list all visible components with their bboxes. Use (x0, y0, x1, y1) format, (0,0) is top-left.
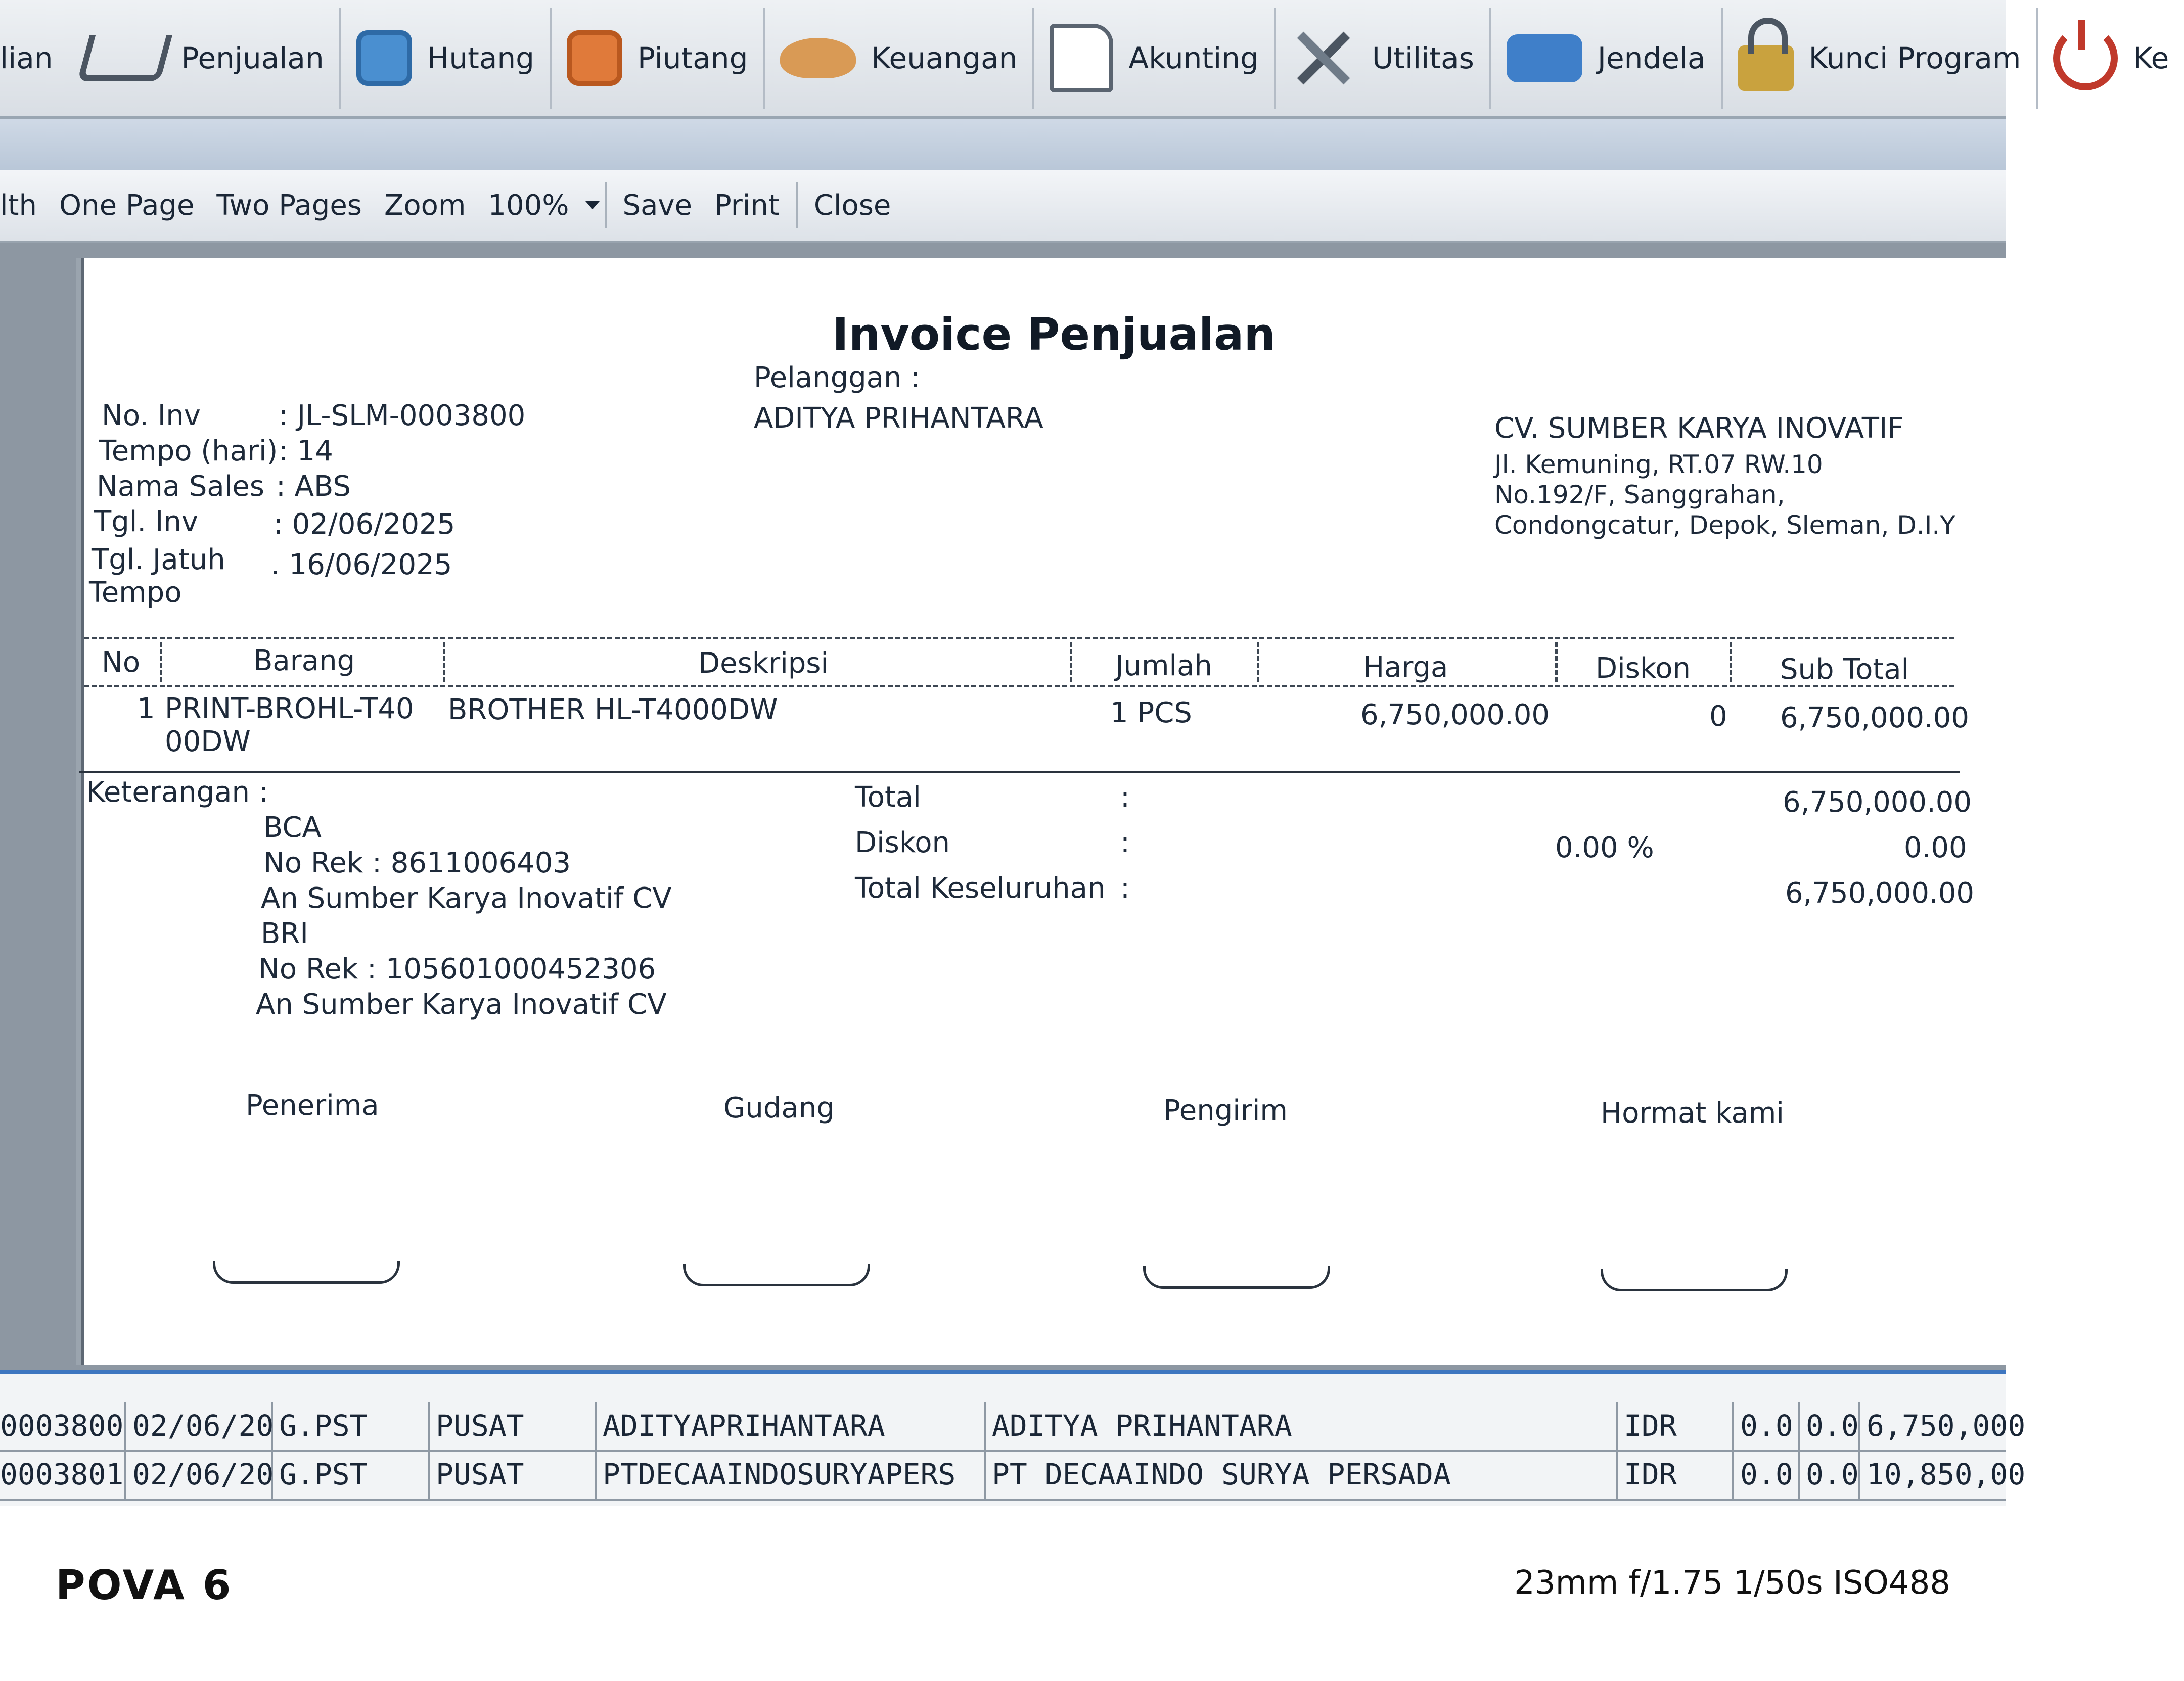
menu-item-akunting[interactable] (1034, 8, 1276, 109)
table-bottom-border (79, 771, 1960, 773)
cell-customer-code: PTDECAAINDOSURYAPERS (597, 1450, 986, 1499)
menu-item-keuangan[interactable] (765, 8, 1034, 109)
total-colon: : (1120, 781, 1130, 814)
tgl-inv-label: Tgl. Inv (94, 505, 199, 538)
menu-label: Hutang (427, 41, 534, 75)
row-no: 1 (137, 692, 155, 725)
menu-item-kunci-program[interactable] (1723, 8, 2038, 109)
company-address-3: Condongcatur, Depok, Sleman, D.I.Y (1494, 510, 1955, 540)
two-pages-button[interactable]: Two Pages (216, 189, 362, 222)
chevron-down-icon (585, 201, 600, 209)
notes-line: No Rek : 8611006403 (263, 847, 571, 879)
preview-toolbar (0, 170, 2006, 243)
cell-date: 02/06/20 (126, 1402, 273, 1450)
header-diskon: Diskon (1596, 652, 1691, 685)
discount-colon: : (1120, 826, 1130, 859)
menu-label: Ke (2133, 41, 2169, 75)
menu-label: Keuangan (871, 41, 1018, 75)
menu-label: Akunting (1128, 41, 1259, 75)
header-jumlah: Jumlah (1115, 649, 1212, 682)
page-width-button[interactable]: lth (0, 189, 37, 222)
cell-tax: 0.0 (1800, 1402, 1860, 1450)
row-harga: 6,750,000.00 (1360, 698, 1550, 731)
menu-label: Kunci Program (1808, 41, 2021, 75)
one-page-button[interactable]: One Page (59, 189, 195, 222)
column-divider (1730, 642, 1732, 682)
window-icon (1507, 34, 1582, 82)
row-diskon: 0 (1709, 700, 1727, 733)
cell-code: G.PST (273, 1402, 430, 1450)
grand-total-value: 6,750,000.00 (1785, 877, 1975, 910)
table-top-border (84, 637, 1954, 639)
due-date-label: Tgl. Jatuh (92, 543, 225, 576)
notes-label: Keterangan : (86, 776, 268, 809)
header-subtotal: Sub Total (1780, 653, 1909, 686)
menu-item-hutang[interactable] (341, 8, 552, 109)
no-inv-value: : JL-SLM-0003800 (279, 399, 526, 432)
row-barang-cont: 00DW (165, 725, 251, 758)
cell-customer-name: ADITYA PRIHANTARA (986, 1402, 1618, 1450)
customer-label: Pelanggan : (754, 361, 921, 394)
signature-line (213, 1261, 400, 1284)
row-jumlah: 1 PCS (1110, 696, 1192, 729)
signature-line (683, 1264, 870, 1286)
save-button[interactable]: Save (622, 189, 692, 222)
grand-total-colon: : (1120, 872, 1130, 905)
menu-item-utilitas[interactable] (1276, 8, 1491, 109)
close-button[interactable]: Close (813, 189, 891, 222)
menu-item-keluar[interactable] (2038, 8, 2184, 109)
camera-watermark (0, 1506, 2006, 1681)
zoom-select[interactable] (477, 189, 599, 222)
menu-label: Jendela (1597, 41, 1706, 75)
tools-icon (1291, 25, 1357, 91)
menu-label: Utilitas (1372, 41, 1474, 75)
cell-branch: PUSAT (430, 1402, 597, 1450)
company-address-1: Jl. Kemuning, RT.07 RW.10 (1494, 450, 1823, 479)
notes-line: BRI (261, 917, 308, 950)
power-icon (2053, 26, 2118, 90)
invoice-page (81, 258, 2009, 1365)
table-row[interactable] (0, 1450, 2026, 1501)
cell-currency: IDR (1618, 1450, 1734, 1499)
cell-amount: 6,750,000 (1867, 1409, 2026, 1443)
cell-currency: IDR (1618, 1402, 1734, 1450)
header-barang: Barang (253, 644, 355, 677)
cell-amount: 10,850,00 (1867, 1457, 2026, 1491)
due-date-value: . 16/06/2025 (271, 548, 452, 581)
header-no: No (102, 646, 141, 679)
row-subtotal: 6,750,000.00 (1780, 702, 1970, 734)
lock-icon (1738, 45, 1794, 91)
receivable-icon (567, 30, 622, 86)
cell-invoice-no: 0003800 (0, 1402, 126, 1450)
menu-label: Piutang (637, 41, 748, 75)
cell-customer-name: PT DECAAINDO SURYA PERSADA (986, 1450, 1618, 1499)
main-menu-bar (0, 0, 2169, 119)
menu-label: lian (0, 41, 53, 75)
cart-icon (77, 35, 172, 81)
cell-tax: 0.0 (1800, 1450, 1860, 1499)
total-value: 6,750,000.00 (1783, 786, 1972, 819)
tempo-value: : 14 (279, 435, 333, 468)
column-divider (1070, 642, 1072, 682)
camera-specs: 23mm f/1.75 1/50s ISO488 (1514, 1564, 1950, 1602)
cell-invoice-no: 0003801 (0, 1450, 126, 1499)
menu-item-piutang[interactable] (552, 8, 765, 109)
toolbar-divider (605, 182, 607, 228)
notes-line: An Sumber Karya Inovatif CV (261, 882, 672, 915)
cell-customer-code: ADITYAPRIHANTARA (597, 1402, 986, 1450)
company-address-2: No.192/F, Sanggrahan, (1494, 480, 1785, 509)
discount-percent: 0.00 % (1555, 831, 1654, 864)
menu-label: Penjualan (181, 41, 324, 75)
money-hand-icon (780, 38, 856, 78)
menu-item-penjualan-partial[interactable] (0, 8, 68, 109)
menu-item-jendela[interactable] (1491, 8, 1723, 109)
cell-code: G.PST (273, 1450, 430, 1499)
row-deskripsi: BROTHER HL-T4000DW (448, 693, 778, 726)
header-harga: Harga (1363, 651, 1448, 684)
column-divider (160, 642, 162, 682)
signature-line (1143, 1266, 1330, 1289)
invoice-title: Invoice Penjualan (832, 308, 1276, 360)
column-divider (1555, 642, 1558, 682)
due-date-label-2: Tempo (89, 576, 182, 609)
cell-rate: 0.0 (1734, 1450, 1800, 1499)
notes-line: No Rek : 105601000452306 (258, 953, 656, 986)
tempo-label: Tempo (hari) (99, 435, 278, 468)
table-row[interactable] (0, 1402, 2026, 1452)
sales-label: Nama Sales (97, 470, 264, 503)
customer-name: ADITYA PRIHANTARA (754, 402, 1043, 435)
signature-label-warehouse: Gudang (723, 1092, 835, 1125)
menu-item-penjualan[interactable] (68, 8, 341, 109)
total-label: Total (855, 781, 921, 814)
cell-rate: 0.0 (1734, 1402, 1800, 1450)
column-divider (1257, 642, 1259, 682)
window-title-strip (0, 119, 2006, 170)
zoom-label: Zoom (384, 189, 466, 222)
camera-model: POVA 6 (56, 1562, 233, 1609)
signature-label-regards: Hormat kami (1601, 1097, 1784, 1130)
discount-value: 0.00 (1904, 831, 1967, 864)
discount-label: Diskon (855, 826, 950, 859)
grand-total-label: Total Keseluruhan (855, 872, 1106, 905)
ledger-icon (356, 30, 412, 86)
notes-line: BCA (263, 811, 322, 844)
invoice-list-grid (0, 1370, 2026, 1510)
signature-line (1601, 1269, 1788, 1291)
print-button[interactable]: Print (714, 189, 780, 222)
zoom-value: 100% (488, 189, 569, 222)
cell-branch: PUSAT (430, 1450, 597, 1499)
sales-value: : ABS (276, 470, 351, 503)
signature-label-sender: Pengirim (1163, 1094, 1288, 1127)
signature-label-receiver: Penerima (246, 1089, 379, 1122)
no-inv-label: No. Inv (102, 399, 201, 432)
row-barang: PRINT-BROHL-T40 (165, 692, 414, 725)
table-header-border (84, 685, 1954, 687)
company-name: CV. SUMBER KARYA INOVATIF (1494, 412, 1904, 445)
column-divider (443, 642, 445, 682)
notes-line: An Sumber Karya Inovatif CV (256, 988, 667, 1021)
header-deskripsi: Deskripsi (698, 647, 829, 680)
document-icon (1050, 24, 1113, 92)
toolbar-divider (796, 182, 798, 228)
cell-date: 02/06/20 (126, 1450, 273, 1499)
tgl-inv-value: : 02/06/2025 (274, 508, 456, 541)
